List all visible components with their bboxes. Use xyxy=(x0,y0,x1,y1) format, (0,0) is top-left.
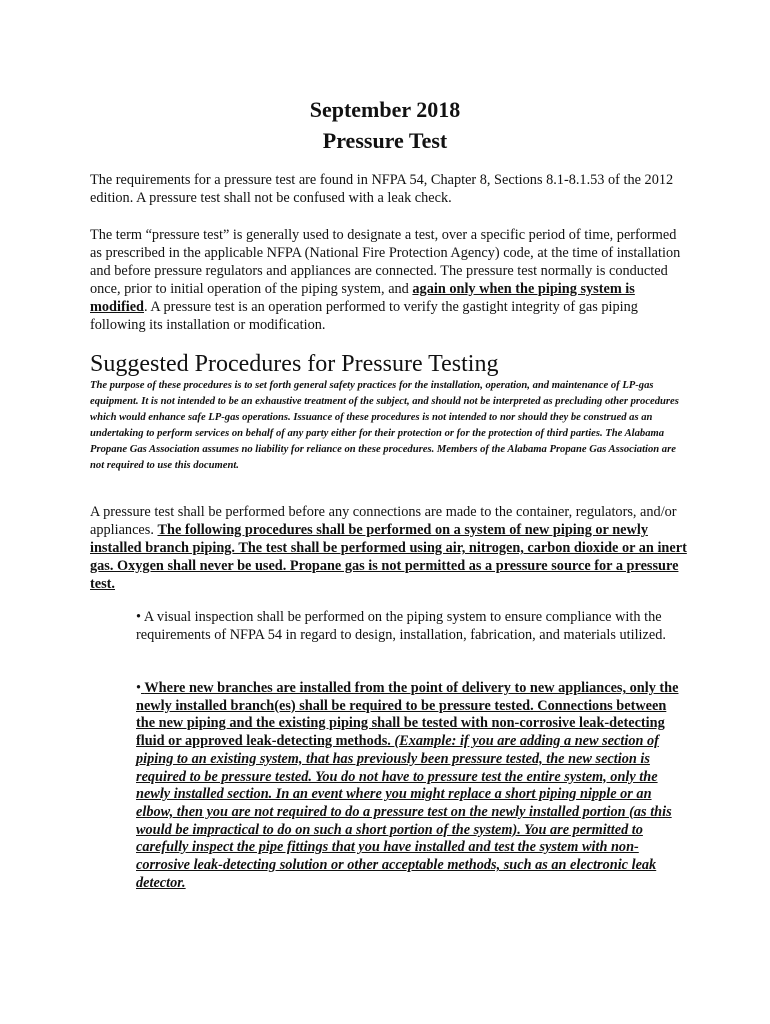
requirement-emphasis: The following procedures shall be performed on a system of new piping or newly installed branch piping. The test shall be performed using air, nitrogen, carbon dioxide or an inert gas. Oxygen shall never be used. Propane gas is not permitted as a pressure source for a pressure test. xyxy=(90,522,687,592)
disclaimer-paragraph: The purpose of these procedures is to set forth general safety practices for the installation, operation, and maintenance of LP-gas equipment. It is not intended to be an exhaustive treatment of the subject, and should not be interpreted as precluding other procedures which would enhance safe LP-gas operations. Issuance of these procedures is not intended to nor should they be construed as an undertaking to perform services on behalf of any party either for their protection or for the protection of third parties. The Alabama Propane Gas Association assumes no liability for reliance on these procedures. Members of the Alabama Propane Gas Association are not required to use this document. xyxy=(90,380,679,471)
bullet-item-new-branches xyxy=(136,680,681,892)
bullet-item-visual-inspection xyxy=(136,608,681,644)
bullet-text: Where new branches are installed from the point of delivery to new appliances, only the newly installed branch(es) shall be required to be pressure tested. Connections between the new piping and the existing piping shall be tested with non-corrosive leak-detecting fluid or approved leak-detecting methods. xyxy=(136,680,679,750)
requirement-paragraph xyxy=(90,503,690,593)
bullet-icon: • xyxy=(136,609,142,625)
document-title: Pressure Test xyxy=(322,128,448,153)
definition-paragraph xyxy=(90,226,690,334)
requirement-text: A pressure test shall be performed before any connections are made to the container, regulators, and/or appliances. xyxy=(90,504,677,538)
bullet-icon: • xyxy=(136,680,142,696)
intro-paragraph: The requirements for a pressure test are found in NFPA 54, Chapter 8, Sections 8.1-8.1.53 of the 2012 edition. A pressure test shall not be confused with a leak check. xyxy=(90,172,674,206)
section-heading: Suggested Procedures for Pressure Testing xyxy=(90,351,499,377)
bullet-example-text: (Example: if you are adding a new section of piping to an existing system, that has previously been pressure tested, the new section is required to be pressure tested. You do not have to pressure test the entire system, only the newly installed section. In an event where you might replace a short piping nipple or an elbow, then you are not required to do a pressure test on the newly installed portion (as this would be impractical to do on such a short portion of the system). You are permitted to carefully inspect the pipe fittings that you have installed and test the system with non-corrosive leak-detecting solution or other acceptable methods, such as an electronic leak detector. xyxy=(136,733,672,891)
definition-text: The term “pressure test” is generally used to designate a test, over a specific period of time, performed as prescribed in the applicable NFPA (National Fire Protection Agency) code, at the time of installation and before pressure regulators and appliances are connected. The pressure test normally is conducted once, prior to initial operation of the piping system, and xyxy=(90,227,681,297)
bullet-text: A visual inspection shall be performed on the piping system to ensure compliance with the requirements of NFPA 54 in regard to design, installation, fabrication, and materials utilized. xyxy=(136,609,666,643)
document-date-title: September 2018 xyxy=(309,97,461,122)
definition-text-end: . A pressure test is an operation performed to verify the gastight integrity of gas piping following its installation or modification. xyxy=(90,299,638,333)
definition-emphasis: again only when the piping system is modified xyxy=(90,281,635,315)
